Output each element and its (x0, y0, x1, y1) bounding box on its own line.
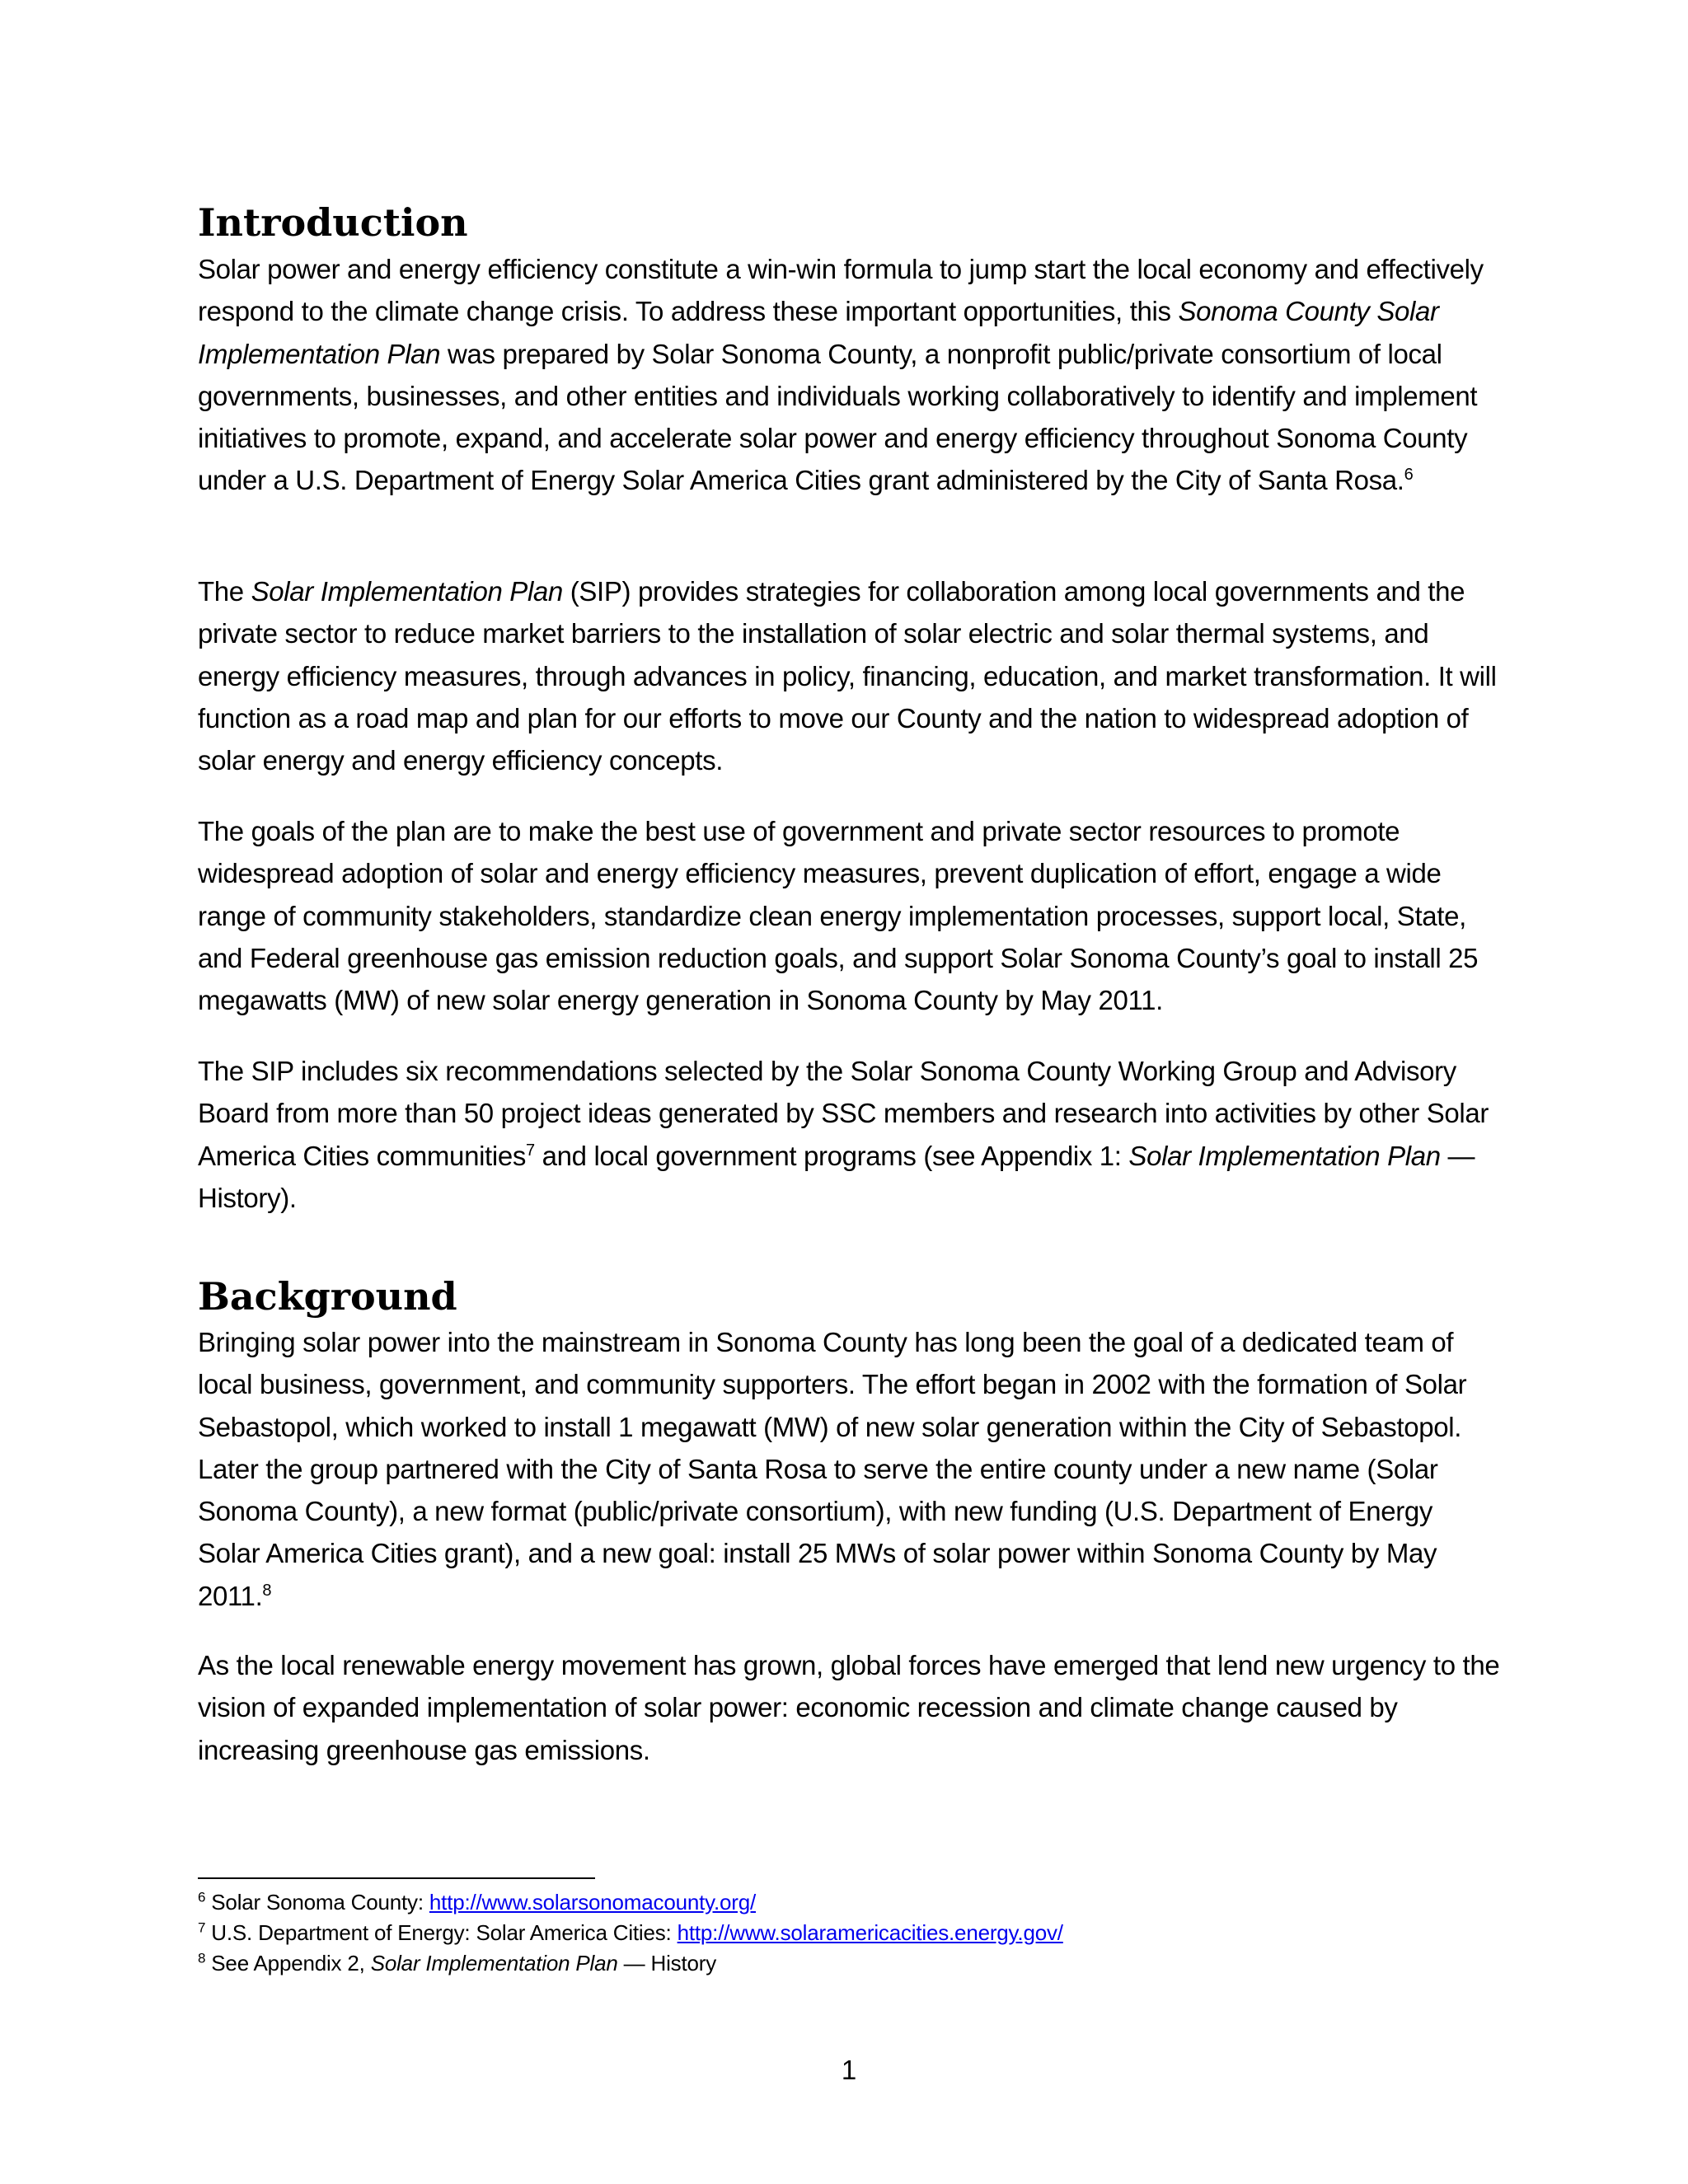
background-heading: Background (198, 1274, 457, 1319)
footnote-6: $^6$ Solar Sonoma County: http://www.solarsonomacounty.org/ (198, 1889, 757, 1915)
background-paragraph-1: Bringing solar power into the mainstream in Sonoma County has long been the goal of a dedicated team of local business, government, and community supporters. The effort began in 2002 with the formation of Solar Sebastopol, which worked to install 1 megawatt (MW) of new solar generation within the City of Sebastopol. Later the group partnered with the City of Santa Rosa to serve the entire county under a new name (Solar Sonoma County), a new format (public/private consortium), with new funding (U.S. Department of Energy Solar America Cities grant), and a new goal: install 25 MWs of solar power within Sonoma County by May 2011.$^8$ (198, 1327, 1467, 1611)
introduction-heading: Introduction (198, 200, 468, 245)
footnote-divider (198, 1877, 595, 1879)
footnote-8: $^8$ See Appendix 2, Solar Implementation Plan — History (198, 1950, 716, 1975)
footnotes (198, 1887, 1500, 1979)
introduction-paragraph-2: The Solar Implementation Plan (SIP) provides strategies for collaboration among local governments and the private sector to reduce market barriers to the installation of solar electric and solar thermal systems, and energy efficiency measures, through advances in policy, financing, education, and market transformation. It will function as a road map and plan for our efforts to move our County and the nation to widespread adoption of solar energy and energy efficiency concepts. (198, 576, 1497, 776)
footnote-6-link[interactable]: http://www.solarsonomacounty.org/ (429, 1890, 757, 1915)
footnote-ref-6[interactable]: 6 (1404, 466, 1414, 485)
introduction-paragraph-3: The goals of the plan are to make the best use of government and private sector resources to promote widespread adoption of solar and energy efficiency measures, prevent duplication of effort, engage a wide range of community stakeholders, standardize clean energy implementation processes, support local, State, and Federal greenhouse gas emission reduction goals, and support Solar Sonoma County’s goal to install 25 megawatts (MW) of new solar energy generation in Sonoma County by May 2011. (198, 816, 1479, 1016)
footnote-ref-7[interactable]: 7 (526, 1141, 535, 1160)
footnote-7: $^7$ U.S. Department of Energy: Solar America Cities: http://www.solaramericacities.energy.gov/ (198, 1919, 1063, 1945)
footnote-ref-8[interactable]: 8 (262, 1581, 272, 1600)
document-page (198, 0, 1500, 2184)
introduction-paragraph-1: Solar power and energy efficiency constitute a win-win formula to jump start the local economy and effectively respond to the climate change crisis. To address these important opportunities, this Sonoma County Solar Implementation Plan was prepared by Solar Sonoma County, a nonprofit public/private consortium of local governments, businesses, and other entities and individuals working collaboratively to identify and implement initiatives to promote, expand, and accelerate solar power and energy efficiency throughout Sonoma County under a U.S. Department of Energy Solar America Cities grant administered by the City of Santa Rosa.$^6$ (198, 254, 1484, 496)
background-paragraph-2: As the local renewable energy movement has grown, global forces have emerged that lend new urgency to the vision of expanded implementation of solar power: economic recession and climate change caused by increasing greenhouse gas emissions. (198, 1650, 1500, 1765)
introduction-paragraph-4: The SIP includes six recommendations selected by the Solar Sonoma County Working Group and Advisory Board from more than 50 project ideas generated by SSC members and research into activities by other Solar America Cities communities$^7$ and local government programs (see Appendix 1: Solar Implementation Plan — History). (198, 1056, 1489, 1213)
page-number: 1 (841, 2055, 857, 2085)
footnote-7-link[interactable]: http://www.solaramericacities.energy.gov/ (677, 1920, 1063, 1945)
